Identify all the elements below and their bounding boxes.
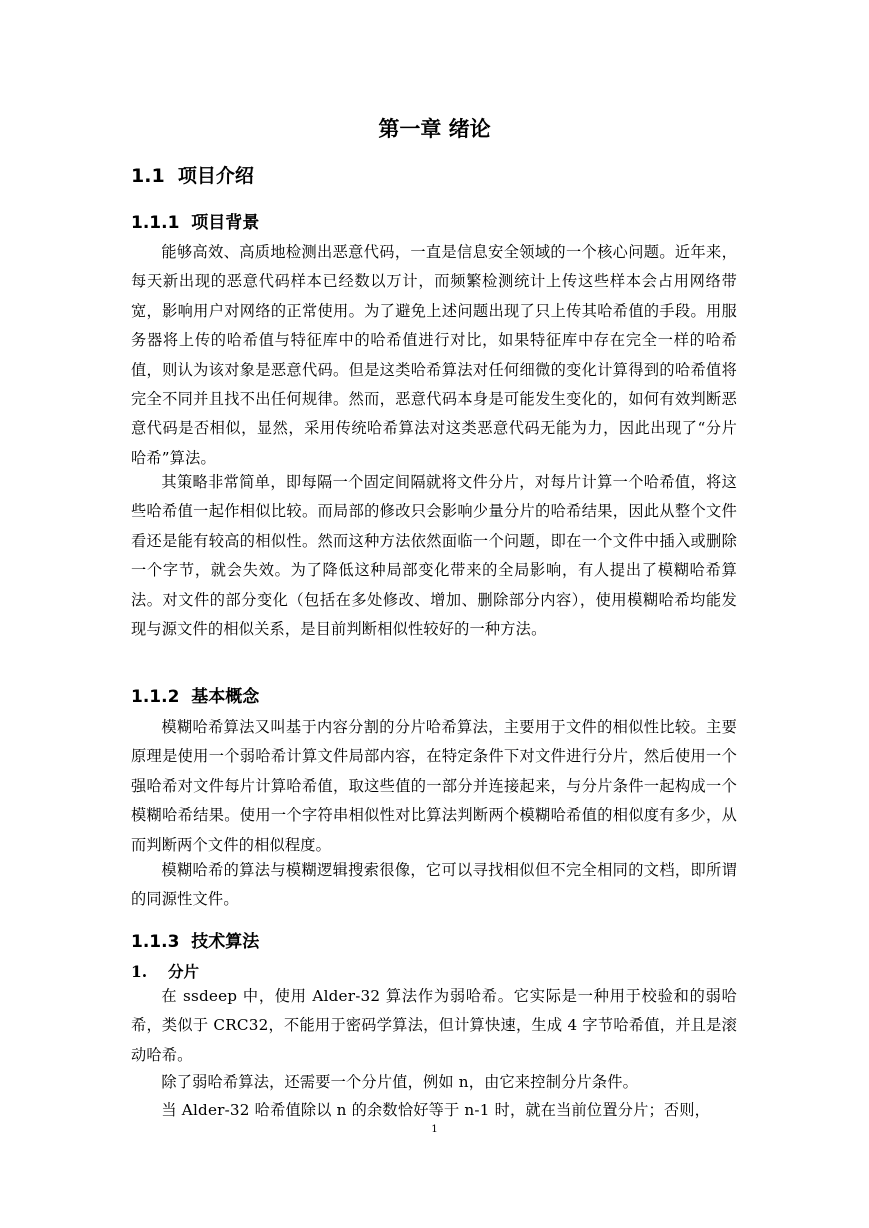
paragraph-concept-2: 模糊哈希的算法与模糊逻辑搜索很像，它可以寻找相似但不完全相同的文档，即所谓的同源性文件。 xyxy=(131,861,737,909)
section-heading xyxy=(131,161,254,188)
paragraph-concept-1: 模糊哈希算法又叫基于内容分割的分片哈希算法，主要用于文件的相似性比较。主要原理是使用一个弱哈希计算文件局部内容，在特定条件下对文件进行分片，然后使用一个强哈希对文件每片计算哈希值，取这些值的一部分并连接起来，与分片条件一起构成一个模糊哈希结果。使用一个字符串相似性对比算法判断两个模糊哈希值的相似度有多少，从而判断两个文件的相似程度。 xyxy=(131,718,737,854)
subsection-heading-background xyxy=(131,208,259,233)
subsection-heading-concept xyxy=(131,682,259,707)
list-item-heading xyxy=(131,960,199,982)
subsection-title: 技术算法 xyxy=(191,932,260,952)
subsection-heading-algorithm xyxy=(131,927,259,952)
paragraph-background-2: 其策略非常简单，即每隔一个固定间隔就将文件分片，对每片计算一个哈希值，将这些哈希值一起作相似比较。而局部的修改只会影响少量分片的哈希结果，因此从整个文件看还是能有较高的相似性。然而这种方法依然面临一个问题，即在一个文件中插入或删除一个字节，就会失效。为了降低这种局部变化带来的全局影响，有人提出了模糊哈希算法。对文件的部分变化（包括在多处修改、增加、删除部分内容），使用模糊哈希均能发现与源文件的相似关系，是目前判断相似性较好的一种方法。 xyxy=(131,473,737,639)
subsection-title: 项目背景 xyxy=(191,213,260,233)
list-item-number: 1. xyxy=(131,962,148,981)
subsection-title: 基本概念 xyxy=(191,687,260,707)
chapter-title: 第一章 绪论 xyxy=(378,117,491,141)
section-number: 1.1 xyxy=(131,165,165,187)
subsection-number: 1.1.3 xyxy=(131,932,180,952)
list-item-title: 分片 xyxy=(168,962,200,981)
subsection-number: 1.1.1 xyxy=(131,213,180,233)
subsection-number: 1.1.2 xyxy=(131,687,180,707)
paragraph-algorithm-3: 当 Alder-32 哈希值除以 n 的余数恰好等于 n-1 时，就在当前位置分片；否则， xyxy=(161,1101,711,1119)
page-number: 1 xyxy=(431,1124,438,1135)
section-title: 项目介绍 xyxy=(177,165,254,187)
paragraph-algorithm-1: 在 ssdeep 中，使用 Alder-32 算法作为弱哈希。它实际是一种用于校验和的弱哈希，类似于 CRC32，不能用于密码学算法，但计算快速，生成 4 字节哈希值，并且是滚动哈希。 xyxy=(131,987,737,1064)
paragraph-background-1: 能够高效、高质地检测出恶意代码，一直是信息安全领域的一个核心问题。近年来，每天新出现的恶意代码样本已经数以万计，而频繁检测统计上传这些样本会占用网络带宽，影响用户对网络的正常使用。为了避免上述问题出现了只上传其哈希值的手段。用服务器将上传的哈希值与特征库中的哈希值进行对比，如果特征库中存在完全一样的哈希值，则认为该对象是恶意代码。但是这类哈希算法对任何细微的变化计算得到的哈希值将完全不同并且找不出任何规律。然而，恶意代码本身是可能发生变化的，如何有效判断恶意代码是否相似，显然，采用传统哈希算法对这类恶意代码无能为力，因此出现了“分片哈希”算法。 xyxy=(131,243,737,467)
paragraph-algorithm-2: 除了弱哈希算法，还需要一个分片值，例如 n，由它来控制分片条件。 xyxy=(161,1073,639,1091)
